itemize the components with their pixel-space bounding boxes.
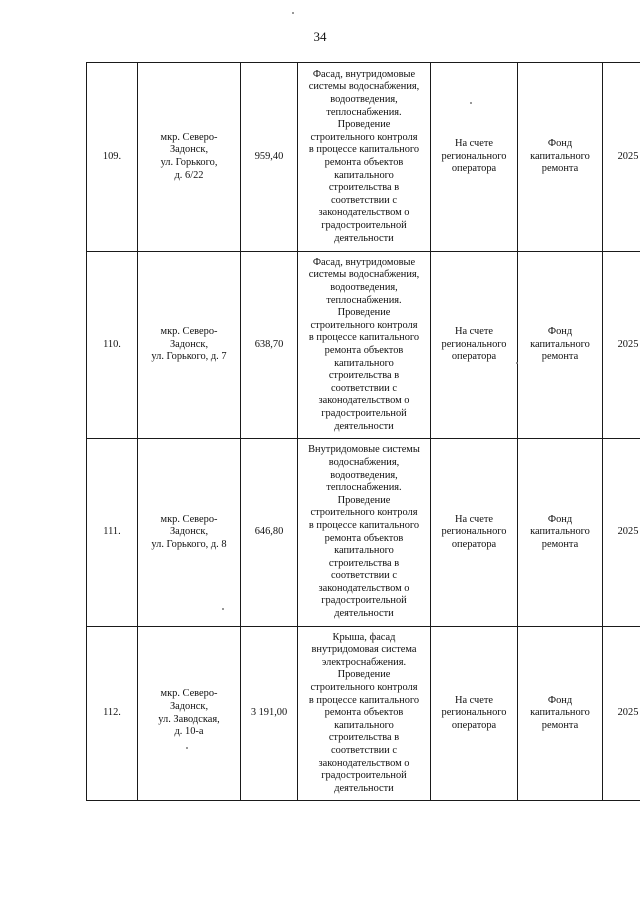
cell-line: законодательством о bbox=[318, 757, 410, 769]
cell-line: ул. Горького, д. 7 bbox=[151, 351, 227, 363]
account-cell bbox=[431, 63, 518, 252]
cell-line: электроснабжения. bbox=[321, 656, 407, 668]
cell-line: деятельности bbox=[334, 608, 394, 620]
works-cell bbox=[298, 252, 431, 439]
cell-line: ул. Заводская, bbox=[158, 713, 220, 725]
cell-line: Фасад, внутридомовые bbox=[312, 68, 416, 80]
cell-line: градостроительной bbox=[321, 770, 407, 782]
cell-line: Задонск, bbox=[169, 338, 209, 350]
cell-line: в процессе капитального bbox=[308, 332, 420, 344]
cell-line: строительного контроля bbox=[310, 507, 418, 519]
works-cell bbox=[298, 627, 431, 801]
cell-line: теплоснабжения. bbox=[326, 294, 402, 306]
cell-line: капитального bbox=[334, 545, 394, 557]
cell-line: д. 6/22 bbox=[174, 169, 204, 181]
cell-line: соответствии с bbox=[331, 382, 397, 394]
address-cell bbox=[138, 252, 241, 439]
address-cell bbox=[138, 439, 241, 627]
cell-line: строительства в bbox=[328, 732, 400, 744]
row-number-cell: 109. bbox=[87, 63, 138, 252]
cell-line: в процессе капитального bbox=[308, 694, 420, 706]
cell-line: регионального bbox=[441, 707, 507, 719]
cell-line: мкр. Северо- bbox=[160, 326, 218, 338]
cell-line: Проведение bbox=[337, 119, 391, 131]
cell-line: оператора bbox=[451, 351, 497, 363]
area-cell: 959,40 bbox=[241, 63, 298, 252]
area-cell: 3 191,00 bbox=[241, 627, 298, 801]
page-number: 34 bbox=[313, 29, 327, 44]
row-number-cell: 112. bbox=[87, 627, 138, 801]
cell-line: водоотведения, bbox=[330, 94, 398, 106]
cell-line: регионального bbox=[441, 338, 507, 350]
funding-source-cell bbox=[518, 252, 603, 439]
table-row bbox=[87, 439, 640, 627]
cell-line: Крыша, фасад bbox=[332, 631, 396, 643]
cell-line: строительного контроля bbox=[310, 682, 418, 694]
address-cell bbox=[138, 627, 241, 801]
cell-line: ремонта bbox=[541, 538, 579, 550]
cell-line: капитального bbox=[334, 719, 394, 731]
cell-line: деятельности bbox=[334, 782, 394, 794]
cell-line: регионального bbox=[441, 526, 507, 538]
year-cell: 2025 bbox=[603, 63, 640, 252]
funding-source-cell bbox=[518, 439, 603, 627]
year-cell: 2025 bbox=[603, 252, 640, 439]
cell-line: строительного контроля bbox=[310, 319, 418, 331]
cell-line: оператора bbox=[451, 538, 497, 550]
table-row bbox=[87, 63, 640, 252]
cell-line: мкр. Северо- bbox=[160, 131, 218, 143]
cell-line: капитального bbox=[530, 338, 590, 350]
works-cell bbox=[298, 63, 431, 252]
cell-line: ремонта bbox=[541, 351, 579, 363]
cell-line: Задонск, bbox=[169, 700, 209, 712]
works-cell bbox=[298, 439, 431, 627]
cell-line: градостроительной bbox=[321, 407, 407, 419]
cell-line: ремонта объектов bbox=[324, 345, 404, 356]
cell-line: Задонск, bbox=[169, 144, 209, 156]
cell-line: капитального bbox=[530, 150, 590, 162]
cell-line: законодательством о bbox=[318, 582, 410, 594]
cell-line: строительства в bbox=[328, 182, 400, 194]
cell-line: ремонта объектов bbox=[324, 707, 404, 719]
cell-line: Внутридомовые системы bbox=[308, 444, 420, 456]
year-cell: 2025 bbox=[603, 439, 640, 627]
row-number-cell: 111. bbox=[87, 439, 138, 627]
table-row bbox=[87, 627, 640, 801]
cell-line: теплоснабжения. bbox=[326, 106, 402, 118]
cell-line: ремонта объектов bbox=[324, 157, 404, 168]
cell-line: деятельности bbox=[334, 232, 394, 244]
scan-speck bbox=[186, 747, 188, 749]
cell-line: мкр. Северо- bbox=[160, 513, 218, 525]
cell-line: в процессе капитального bbox=[308, 519, 420, 531]
cell-line: в процессе капитального bbox=[308, 144, 420, 156]
scan-speck bbox=[470, 102, 472, 104]
funding-source-cell bbox=[518, 63, 603, 252]
account-cell bbox=[431, 252, 518, 439]
cell-line: законодательством о bbox=[318, 207, 410, 219]
area-cell: 638,70 bbox=[241, 252, 298, 439]
cell-line: Фонд bbox=[547, 326, 573, 338]
cell-line: водоотведения, bbox=[330, 469, 398, 481]
cell-line: мкр. Северо- bbox=[160, 688, 218, 700]
account-cell bbox=[431, 627, 518, 801]
cell-line: Фасад, внутридомовые bbox=[312, 256, 416, 268]
cell-line: Фонд bbox=[547, 513, 573, 525]
cell-line: ул. Горького, д. 8 bbox=[151, 538, 227, 550]
address-cell bbox=[138, 63, 241, 252]
cell-line: водоотведения, bbox=[330, 282, 398, 294]
scan-speck bbox=[292, 12, 294, 14]
cell-line: соответствии с bbox=[331, 744, 397, 756]
cell-line: системы водоснабжения, bbox=[308, 81, 420, 93]
cell-line: строительства в bbox=[328, 370, 400, 382]
cell-line: На счете bbox=[454, 694, 494, 706]
funding-source-cell bbox=[518, 627, 603, 801]
cell-line: Задонск, bbox=[169, 526, 209, 538]
cell-line: оператора bbox=[451, 163, 497, 175]
scan-speck bbox=[516, 362, 518, 364]
cell-line: градостроительной bbox=[321, 595, 407, 607]
cell-line: Проведение bbox=[337, 494, 391, 506]
cell-line: внутридомовая система bbox=[311, 644, 417, 656]
table-row bbox=[87, 252, 640, 439]
cell-line: соответствии с bbox=[331, 194, 397, 206]
cell-line: оператора bbox=[451, 719, 497, 731]
area-cell: 646,80 bbox=[241, 439, 298, 627]
cell-line: Проведение bbox=[337, 669, 391, 681]
cell-line: На счете bbox=[454, 513, 494, 525]
scan-speck bbox=[222, 608, 224, 610]
cell-line: Фонд bbox=[547, 138, 573, 150]
cell-line: капитального bbox=[334, 357, 394, 369]
cell-line: капитального bbox=[334, 169, 394, 181]
cell-line: ремонта объектов bbox=[324, 532, 404, 544]
cell-line: Проведение bbox=[337, 307, 391, 319]
cell-line: капитального bbox=[530, 526, 590, 538]
cell-line: На счете bbox=[454, 326, 494, 338]
cell-line: теплоснабжения. bbox=[326, 482, 402, 494]
cell-line: капитального bbox=[530, 707, 590, 719]
cell-line: д. 10-а bbox=[174, 726, 204, 738]
cell-line: ремонта bbox=[541, 719, 579, 731]
cell-line: градостроительной bbox=[321, 219, 407, 231]
cell-line: строительного контроля bbox=[310, 131, 418, 143]
cell-line: На счете bbox=[454, 138, 494, 150]
cell-line: Фонд bbox=[547, 694, 573, 706]
cell-line: водоснабжения, bbox=[328, 456, 400, 468]
repair-schedule-table bbox=[86, 62, 640, 801]
year-cell: 2025 bbox=[603, 627, 640, 801]
cell-line: законодательством о bbox=[318, 395, 410, 407]
cell-line: регионального bbox=[441, 150, 507, 162]
row-number-cell: 110. bbox=[87, 252, 138, 439]
cell-line: ремонта bbox=[541, 163, 579, 175]
cell-line: ул. Горького, bbox=[160, 157, 218, 168]
cell-line: системы водоснабжения, bbox=[308, 269, 420, 281]
cell-line: соответствии с bbox=[331, 570, 397, 582]
account-cell bbox=[431, 439, 518, 627]
cell-line: строительства в bbox=[328, 557, 400, 569]
cell-line: деятельности bbox=[334, 420, 394, 432]
